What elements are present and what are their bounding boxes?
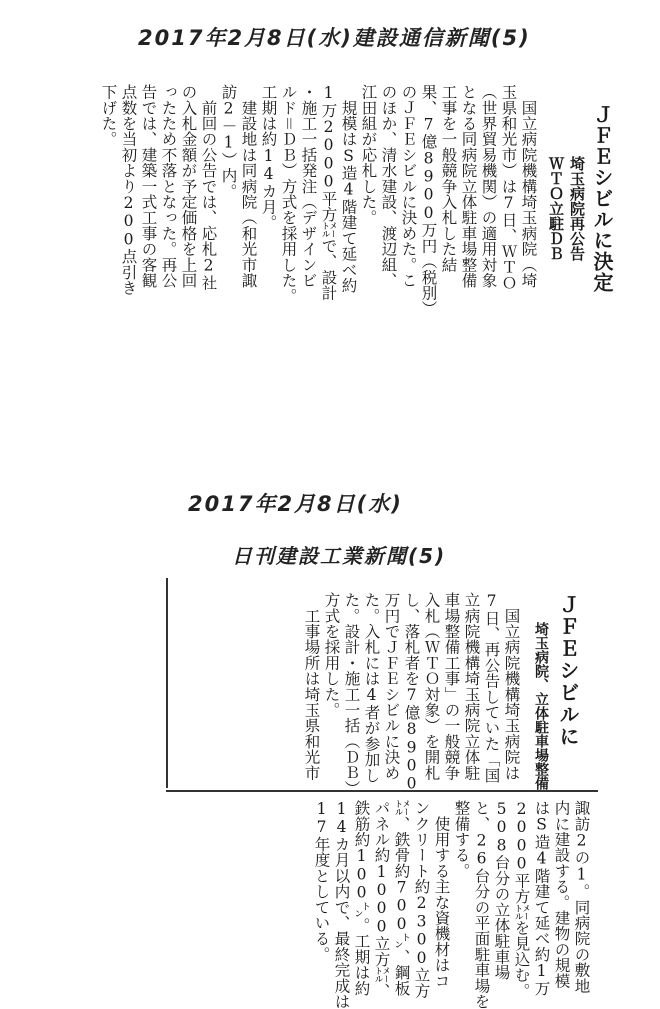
- clip1-body-line: ルド＝ＤＢ）方式を採用した。: [279, 84, 298, 304]
- clip1-article: [52, 64, 630, 484]
- clip1-body-line: 工期は約14カ月。: [259, 84, 278, 231]
- clip2-body-upper-line: 万円でＪＦＥシビルに決め: [382, 592, 401, 781]
- clip1-body-line: 建設地は同病院（和光市諏: [239, 84, 258, 289]
- clip2-body-upper-line: 車場整備工事」の一般競争: [442, 592, 461, 781]
- clip2-body-lower-line: パネル約1000立方㍍、: [372, 800, 391, 999]
- clip1-body-line: 工事を一般競争入札した結: [439, 84, 458, 273]
- clip2-rule-middle: [166, 790, 598, 792]
- clip1-body-line: 果、7億8900万円（税別）: [419, 84, 438, 317]
- clip2-body-upper-line: 工事場所は埼玉県和光市: [302, 592, 321, 781]
- clip2-body-lower-line: と、26台分の平面駐車場を: [472, 800, 491, 1009]
- clip2-body-upper-line: 立病院機構埼玉病院立体駐: [462, 592, 481, 781]
- clip1-body-line: 規模はS造4階建て延べ約: [339, 84, 358, 294]
- clip2-body-lower-line: ンクリート約2300立方: [412, 800, 431, 999]
- clip2-subhead: 埼玉病院、立体駐車場整備: [533, 622, 549, 790]
- clip1-headline: ＪＦＥシビルに決定: [590, 104, 614, 293]
- clip2-body-upper-line: し、落札者を7億8900: [402, 592, 421, 793]
- clip2-body-upper-line: た。入札には4者が参加し: [362, 592, 381, 783]
- clip1-body-line: 玉県和光市）は7日、ＷＴＯ: [499, 84, 518, 291]
- clip2-headline: ＪＦＥシビルに: [556, 594, 580, 748]
- clip2-paper-stamp: 日刊建設工業新聞(5): [232, 544, 447, 568]
- clip1-body-line: 江田組が応札した。: [359, 84, 378, 226]
- clip1-subhead-1: 埼玉病院再公告: [568, 156, 586, 261]
- clip1-body-line: 下げた。: [99, 84, 118, 147]
- clip1-body-line: 訪2－1）内。: [219, 84, 238, 199]
- clip1-body-line: のほか、清水建設、渡辺組、: [379, 84, 398, 289]
- clip1-subhead-2: ＷＴＯ立駐ＤＢ: [547, 156, 565, 261]
- clip2-body-upper-line: た。設計・施工一括（ＤＢ）: [342, 592, 361, 797]
- clip1-body-line: 点数を当初より200点引き: [119, 84, 138, 296]
- clip2-body-upper-line: 入札（ＷＴＯ対象）を開札: [422, 592, 441, 781]
- clip2-body-lower-line: 諏訪2の1。同病院の敷地: [572, 800, 591, 994]
- clip2-body-upper-line: 7日、再公告していた「国: [482, 592, 501, 783]
- clip2-body-lower-line: はS造4階建て延べ約1万: [532, 800, 551, 996]
- clip2-body-lower-line: 17年度としている。: [312, 800, 331, 962]
- clip1-date-stamp: 2017年2月8日(水)建設通信新聞(5): [138, 26, 531, 50]
- clip1-body-line: ・施工一括発注（デザインビ: [299, 84, 318, 289]
- clip2-body-lower-line: 使用する主な資機材はコ: [432, 800, 451, 989]
- clip1-body-line: 前回の公告では、応札2社: [199, 84, 218, 291]
- clip2-body-upper-line: 方式を採用した。: [322, 592, 341, 718]
- clip2-article: [158, 578, 598, 1009]
- clip1-body-line: 告では、建築一式工事の客観: [139, 84, 158, 289]
- clip1-body-line: の入札金額が予定価格を上回: [179, 84, 198, 289]
- clip2-body-lower-line: 508台分の立体駐車場: [492, 800, 511, 981]
- clip2-body-lower-line: 14カ月以内で、最終完成は: [332, 800, 351, 1009]
- clip1-body-line: ったため不落となった。再公: [159, 84, 178, 289]
- clip2-body-upper-line: 国立病院機構埼玉病院は: [502, 592, 521, 781]
- clip2-date-stamp: 2017年2月8日(水): [188, 492, 403, 516]
- clip2-body-lower-line: 鉄筋約100㌧。工期は約: [352, 800, 371, 996]
- clip1-body-line: （世界貿易機関）の適用対象: [479, 84, 498, 289]
- clip1-body-line: 1万2000平方㍍で、設計: [319, 84, 338, 301]
- clip1-body-line: となる同病院立体駐車場整備: [459, 84, 478, 289]
- clip2-rule-left: [166, 578, 168, 788]
- clip2-body-lower-line: 内に建設する。建物の規模: [552, 800, 571, 989]
- clip2-body-lower-line: 整備する。: [452, 800, 471, 879]
- clip1-body-line: 国立病院機構埼玉病院（埼: [519, 84, 538, 289]
- clip2-body-lower-line: ㍍、鉄骨約700㌧、鋼板: [392, 800, 411, 996]
- clip1-body-line: のＪＦＥシビルに決めた。こ: [399, 84, 418, 289]
- clip2-body-lower-line: 2000平方㍍を見込む。: [512, 800, 531, 999]
